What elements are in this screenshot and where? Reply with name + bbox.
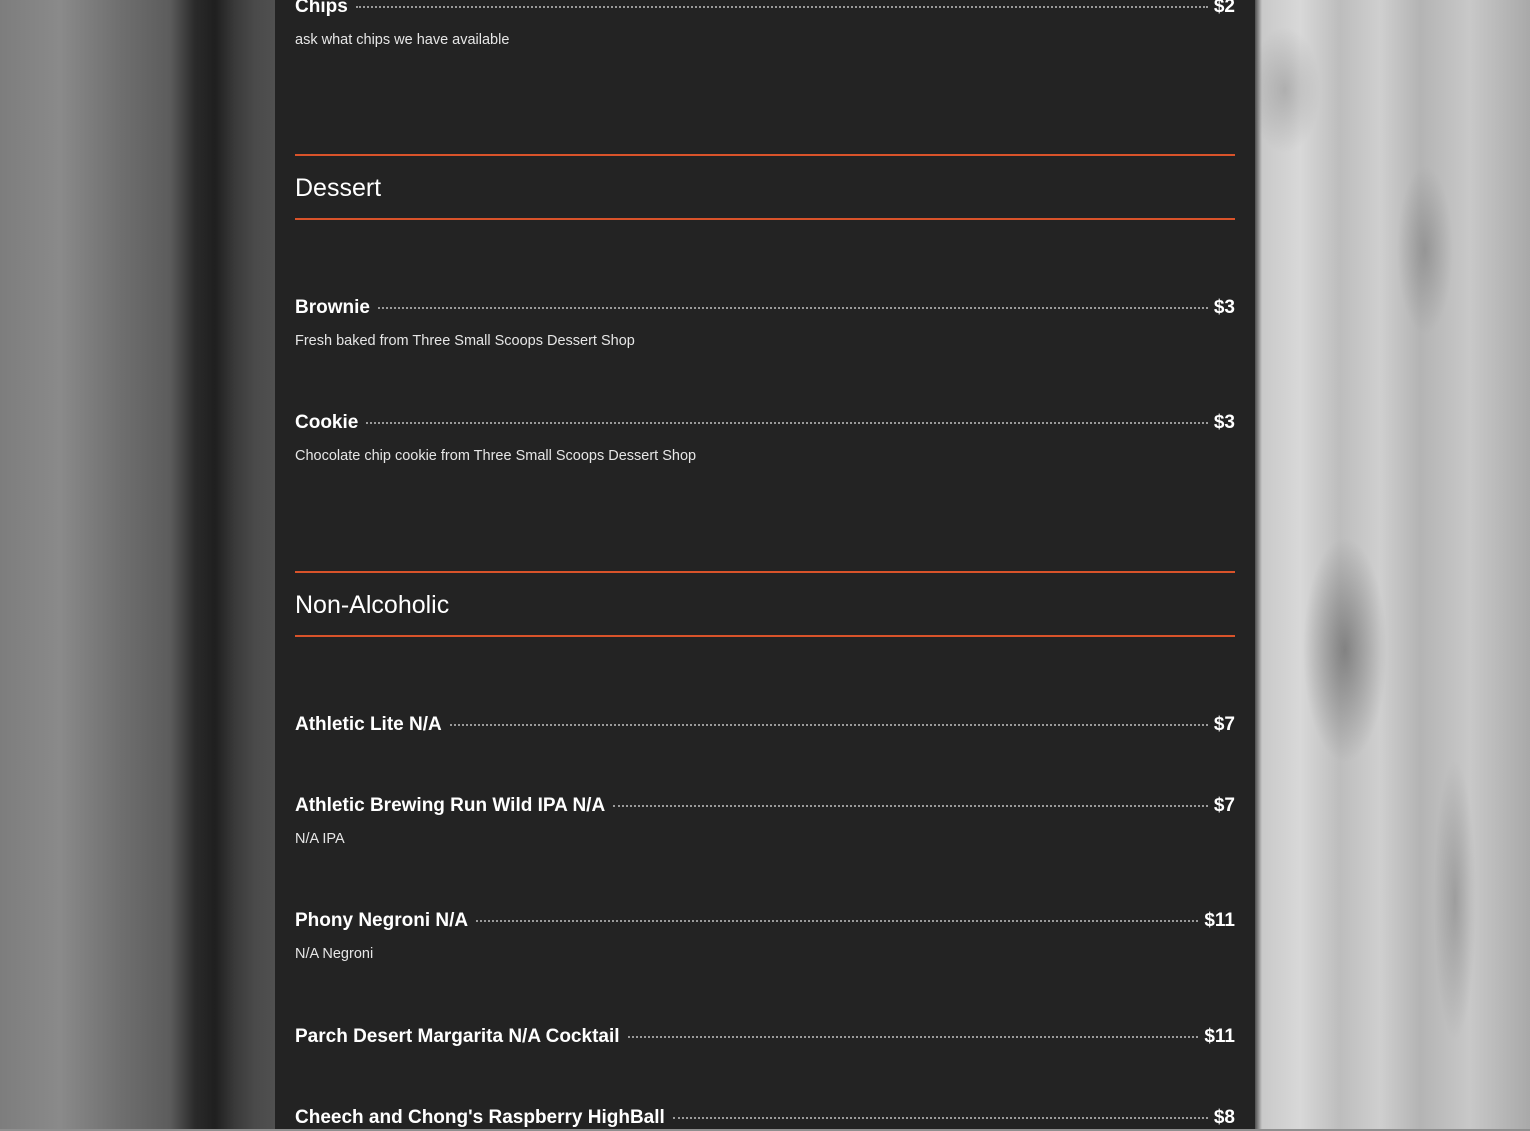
- menu-item-row: [295, 1105, 1235, 1131]
- menu-item-name: Cookie: [295, 412, 359, 433]
- menu-item-name: Chips: [295, 0, 348, 17]
- section-title: Non-Alcoholic: [295, 591, 450, 619]
- menu-item-description: Fresh baked from Three Small Scoops Dessert Shop: [295, 333, 635, 349]
- dotted-leader: [628, 1036, 1199, 1038]
- menu-item-cookie: [295, 410, 1235, 466]
- section-title: Dessert: [295, 174, 382, 202]
- menu-item-price: $11: [1204, 910, 1235, 931]
- menu-item-description: N/A IPA: [295, 831, 345, 847]
- menu-item-price: $7: [1213, 795, 1235, 816]
- dotted-leader: [673, 1117, 1208, 1119]
- menu-item-name: Phony Negroni N/A: [295, 910, 469, 931]
- dotted-leader: [356, 6, 1208, 8]
- menu-item-name: Brownie: [295, 297, 370, 318]
- dotted-leader: [378, 307, 1208, 309]
- menu-item-raspberry-highball: [295, 1105, 1235, 1131]
- menu-item-row: [295, 793, 1235, 819]
- menu-item-price: $2: [1213, 0, 1235, 17]
- menu-item-price: $3: [1213, 412, 1235, 433]
- menu-item-chips: [295, 0, 1235, 50]
- menu-item-price: $7: [1213, 714, 1235, 735]
- menu-item-row: [295, 0, 1235, 20]
- menu-item-name: Athletic Lite N/A: [295, 714, 442, 735]
- menu-item-phony-negroni: [295, 908, 1235, 964]
- section-header-non-alcoholic: [295, 571, 1235, 637]
- menu-item-run-wild-ipa: [295, 793, 1235, 849]
- menu-item-price: $8: [1213, 1107, 1235, 1128]
- menu-item-price: $3: [1213, 297, 1235, 318]
- dotted-leader: [613, 805, 1208, 807]
- menu-item-name: Athletic Brewing Run Wild IPA N/A: [295, 795, 606, 816]
- menu-item-description: ask what chips we have available: [295, 32, 510, 48]
- menu-item-brownie: [295, 295, 1235, 351]
- menu-item-row: [295, 712, 1235, 738]
- menu-item-row: [295, 908, 1235, 934]
- menu-item-name: Cheech and Chong's Raspberry HighBall: [295, 1107, 665, 1128]
- dotted-leader: [476, 920, 1198, 922]
- dotted-leader: [366, 422, 1208, 424]
- section-header-dessert: [295, 154, 1235, 220]
- menu-item-athletic-lite: [295, 712, 1235, 738]
- menu-panel: [275, 0, 1255, 1129]
- menu-item-row: [295, 1024, 1235, 1050]
- dotted-leader: [450, 724, 1208, 726]
- menu-item-row: [295, 410, 1235, 436]
- menu-item-parch-margarita: [295, 1024, 1235, 1050]
- menu-item-description: Chocolate chip cookie from Three Small Scoops Dessert Shop: [295, 448, 697, 464]
- menu-item-row: [295, 295, 1235, 321]
- menu-item-name: Parch Desert Margarita N/A Cocktail: [295, 1026, 620, 1047]
- menu-item-description: N/A Negroni: [295, 946, 374, 962]
- menu-item-price: $11: [1204, 1026, 1235, 1047]
